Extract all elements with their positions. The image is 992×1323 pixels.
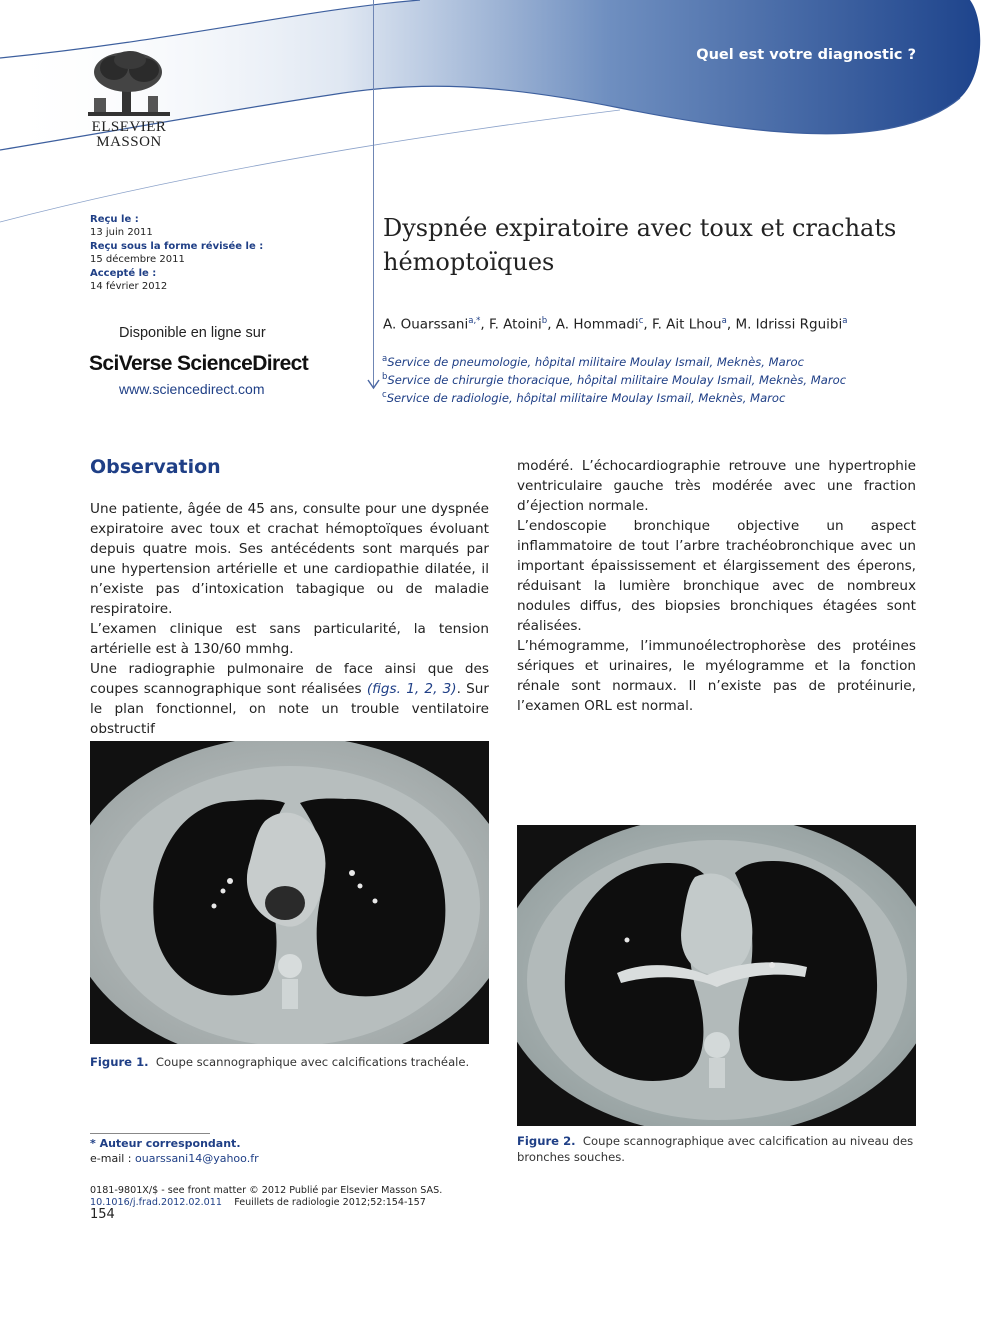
figure-label: Figure 1. — [90, 1055, 149, 1069]
figure-1-ct-image — [90, 741, 489, 1044]
publisher-name-2: MASSON — [96, 134, 162, 150]
affiliation-list — [382, 352, 846, 406]
paragraph: Une patiente, âgée de 45 ans, consulte pour une dyspnée expiratoire avec toux et crachat hémoptoïques évoluant depuis quatre mois. Ses antécédents sont marqués par une hypertension artérielle et une cardiopathie dilatée, il n’existe pas d’intoxication tabagique ou de maladie respiratoire. — [90, 501, 489, 617]
body-column-right — [517, 456, 916, 716]
bibliographic-info — [90, 1185, 442, 1208]
author-list: A. Ouarssani$^{a,*}$, F. Atoini$^b$, A. Hommadi$^c$, F. Ait Lhou$^a$, M. Idrissi Rguibi$^a$ — [383, 316, 848, 333]
paragraph-text: . Sur le plan fonctionnel, on note un trouble ventilatoire obstructif — [90, 681, 489, 737]
figure-1-caption — [90, 1054, 490, 1070]
sciencedirect-brand: SciVerse ScienceDirect — [89, 352, 309, 375]
header-divider-line — [373, 0, 374, 388]
affiliation-text: Service de pneumologie, hôpital militaire Moulay Ismail, Meknès, Maroc — [387, 354, 804, 369]
paragraph: L’hémogramme, l’immunoélectrophorèse des protéines sériques et urinaires, le myélogramme et la fonction rénale sont normaux. Il n’existe pas de protéinurie, l’examen ORL est normal. — [517, 638, 916, 714]
figure-reference-link[interactable]: (figs. 1, 2, 3) — [366, 681, 457, 697]
accepted-label: Accepté le : — [90, 267, 157, 279]
author-sup: b — [541, 316, 548, 326]
affiliation-sup: b — [382, 371, 388, 382]
figure-label: Figure 2. — [517, 1134, 576, 1148]
tree-logo-icon — [86, 50, 172, 120]
affiliation-sup: c — [382, 389, 387, 400]
caption-text: Coupe scannographique avec calcifications trachéale. — [155, 1055, 470, 1069]
received-date: 13 juin 2011 — [90, 227, 153, 239]
author-name: A. Ouarssani — [383, 316, 469, 333]
elsevier-logo — [86, 50, 172, 150]
author-name: M. Idrissi Rguibi — [735, 316, 843, 333]
author-name: F. Atoini — [489, 316, 542, 333]
affiliation-text: Service de chirurgie thoracique, hôpital militaire Moulay Ismail, Meknès, Maroc — [387, 372, 847, 387]
body-column-left — [90, 499, 489, 739]
journal-citation: Feuillets de radiologie 2012;52:154-157 — [234, 1196, 426, 1208]
paragraph — [90, 659, 489, 739]
article-title: Dyspnée expiratoire avec toux et crachats hémoptoïques — [383, 214, 897, 276]
article-dates — [90, 213, 263, 293]
affiliation-item — [382, 388, 846, 406]
author-sup: a,* — [468, 316, 481, 326]
author-name: A. Hommadi — [555, 316, 639, 333]
accepted-date: 14 février 2012 — [90, 281, 168, 293]
affiliation-sup: a — [382, 354, 388, 364]
doi-line — [90, 1197, 442, 1209]
email-label: e-mail : — [90, 1151, 136, 1165]
affiliation-text: Service de radiologie, hôpital militaire Moulay Ismail, Meknès, Maroc — [386, 390, 786, 405]
doi-link[interactable]: 10.1016/j.frad.2012.02.011 — [90, 1196, 222, 1208]
revised-label: Reçu sous la forme révisée le : — [90, 240, 264, 252]
caption-text: Coupe scannographique avec calcification au niveau des bronches souches. — [517, 1134, 914, 1164]
publisher-name: ELSEVIER — [91, 119, 167, 135]
page-number: 154 — [90, 1207, 115, 1222]
author-sup: a — [842, 316, 848, 326]
paragraph: L’examen clinique est sans particularité, la tension artérielle est à 130/60 mmhg. — [90, 621, 489, 657]
corresponding-author-label: * Auteur correspondant. — [90, 1137, 241, 1150]
sciencedirect-link[interactable]: www.sciencedirect.com — [119, 381, 265, 397]
revised-date: 15 décembre 2011 — [90, 254, 185, 266]
paragraph-text: Une radiographie pulmonaire de face ainsi que des coupes scannographique sont réalisées — [90, 661, 489, 697]
figure-2-caption — [517, 1133, 917, 1165]
affiliation-item — [382, 352, 846, 370]
corresponding-author-footnote — [90, 1137, 259, 1166]
author-name: F. Ait Lhou — [651, 316, 722, 333]
paragraph: L’endoscopie bronchique objective un aspect inflammatoire de tout l’arbre trachéobronchique avec un important épaississement et élargissement des éperons, réduisant la lumière bronchique avec de nombreux nodules diffus, des biopsies bronchiques étagées sont réalisées. — [517, 518, 916, 634]
author-sup: a — [721, 316, 727, 326]
section-title: Quel est votre diagnostic ? — [696, 47, 916, 63]
email-line — [90, 1152, 259, 1167]
figure-2-ct-image — [517, 825, 916, 1126]
arrow-down-icon — [367, 378, 380, 390]
copyright-line: 0181-9801X/$ - see front matter © 2012 Publié par Elsevier Masson SAS. — [90, 1185, 443, 1196]
received-label: Reçu le : — [90, 214, 139, 225]
author-sup: c — [638, 316, 644, 326]
section-heading-observation: Observation — [90, 456, 221, 478]
paragraph: modéré. L’échocardiographie retrouve une hypertrophie ventriculaire gauche très modérée avec une fraction d’éjection normale. — [517, 458, 916, 514]
email-link[interactable]: ouarssani14@yahoo.fr — [135, 1151, 259, 1165]
available-online-text: Disponible en ligne sur — [119, 325, 266, 341]
footnote-divider — [90, 1133, 210, 1134]
affiliation-item — [382, 370, 846, 388]
